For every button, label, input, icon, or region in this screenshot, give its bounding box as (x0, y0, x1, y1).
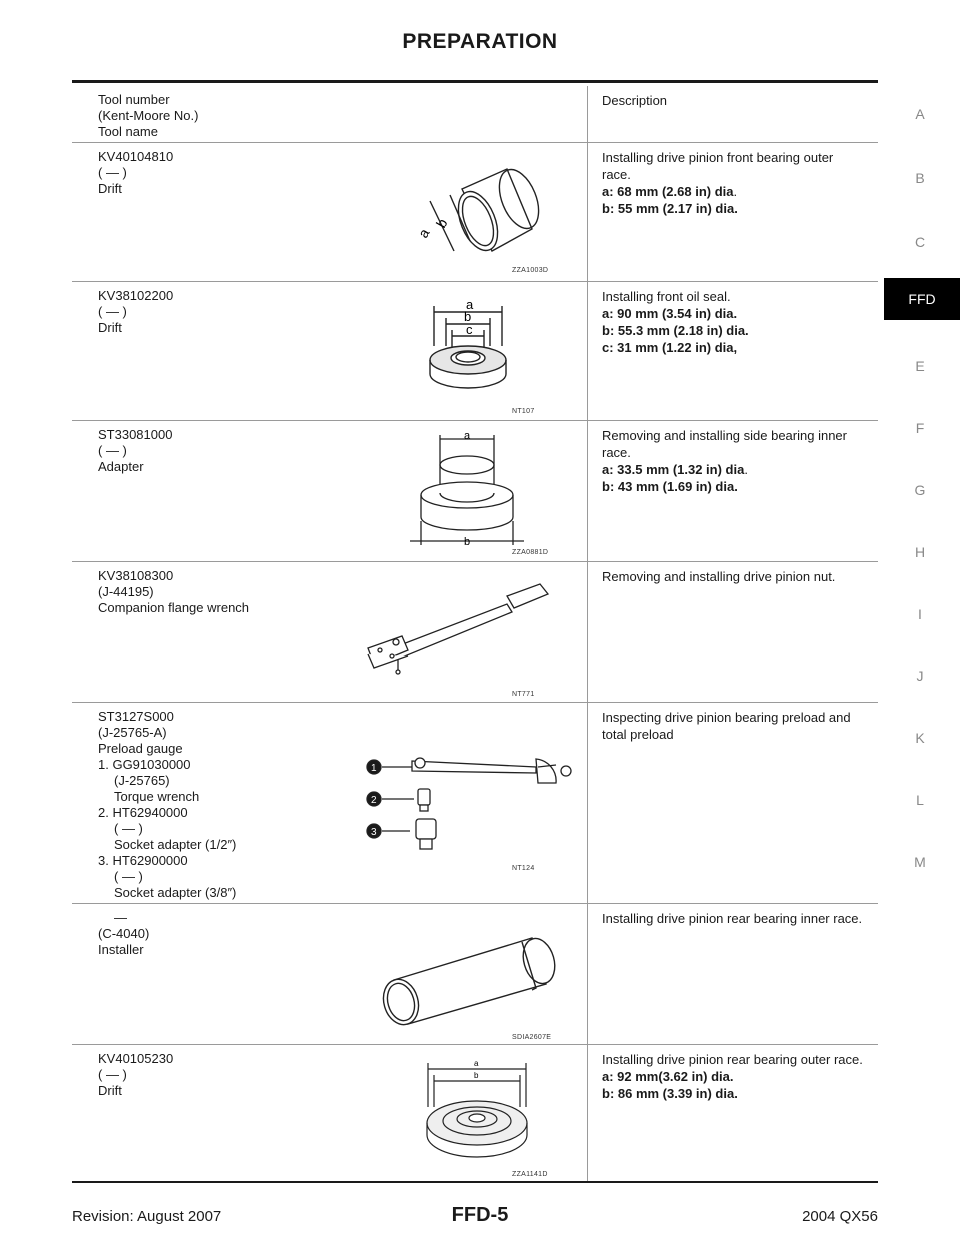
component-1-kent-moore: (J-25765) (114, 773, 170, 788)
tool-name: Companion flange wrench (98, 600, 250, 615)
revision-date: Revision: August 2007 (72, 1208, 222, 1225)
tool-cell (72, 904, 588, 1044)
description-text: race. (602, 445, 631, 460)
description-column-header (588, 86, 878, 142)
tool-number: KV40104810 (98, 149, 174, 164)
component-2-name: Socket adapter (1/2″) (114, 837, 237, 852)
tool-cell (72, 562, 588, 702)
dimension-b: b: 55 mm (2.17 in) dia. (602, 201, 738, 216)
dimension-a: a: 33.5 mm (1.32 in) dia. (602, 462, 748, 477)
table-row (72, 421, 878, 562)
figure-code: ZZA1141D (512, 1171, 548, 1178)
figure-code: ZZA1003D (512, 267, 549, 274)
section-tab-ffd[interactable]: FFD (884, 278, 960, 320)
section-tab-j[interactable]: J (916, 668, 924, 684)
kent-moore-number: ( — ) (98, 443, 127, 458)
tool-table (72, 86, 878, 1183)
dimension-b: b: 86 mm (3.39 in) dia. (602, 1086, 738, 1101)
table-row (72, 562, 878, 703)
section-tab-f[interactable]: F (915, 420, 925, 436)
description-text: Removing and installing side bearing inner (602, 428, 847, 443)
model-name: 2004 QX56 (802, 1208, 878, 1225)
component-3-number: 3. HT62900000 (98, 853, 188, 868)
dimension-c: c: 31 mm (1.22 in) dia, (602, 340, 738, 355)
component-3-name: Socket adapter (3/8″) (114, 885, 237, 900)
tool-cell (72, 1045, 588, 1181)
dimension-a: a: 90 mm (3.54 in) dia. (602, 306, 738, 321)
section-tab-i[interactable]: I (918, 606, 922, 622)
header-description: Description (602, 93, 668, 108)
kent-moore-number: (J-44195) (98, 584, 154, 599)
component-3-kent-moore: ( — ) (114, 869, 143, 884)
tool-name: Drift (98, 320, 122, 335)
figure-label-b: b (432, 215, 451, 231)
figure-code: NT107 (512, 408, 535, 415)
tool-name: Drift (98, 181, 122, 196)
tool-cell (72, 282, 588, 420)
description-cell (588, 143, 878, 281)
figure-label-3: 3 (371, 827, 377, 838)
figure-label-b: b (474, 1071, 479, 1080)
table-header-row (72, 86, 878, 143)
description-text: Installing drive pinion rear bearing inner race. (602, 911, 863, 926)
drift-figure (402, 159, 552, 259)
component-1-name: Torque wrench (114, 789, 200, 804)
tool-number: — (114, 910, 127, 925)
description-text: Installing drive pinion front bearing outer (602, 150, 834, 165)
kent-moore-number: ( — ) (98, 165, 127, 180)
description-cell (588, 904, 878, 1044)
figure-label-1: 1 (371, 763, 377, 774)
table-row (72, 282, 878, 421)
table-row (72, 703, 878, 904)
tool-name: Installer (98, 942, 144, 957)
title-divider (72, 80, 878, 83)
figure-code: NT771 (512, 691, 535, 698)
figure-code: ZZA0881D (512, 549, 549, 556)
section-tab-g[interactable]: G (914, 482, 926, 498)
figure-label-a: a (474, 1059, 479, 1068)
installer-figure (372, 928, 562, 1028)
kent-moore-number: (J-25765-A) (98, 725, 167, 740)
header-tool-number: Tool number (98, 92, 170, 107)
figure-label-a: a (414, 225, 433, 241)
table-row (72, 904, 878, 1045)
figure-label-2: 2 (371, 795, 377, 806)
tool-name: Drift (98, 1083, 122, 1098)
section-tab-k[interactable]: K (915, 730, 925, 746)
preload-gauge-figure (360, 743, 580, 873)
dimension-a: a: 68 mm (2.68 in) dia. (602, 184, 738, 199)
kent-moore-number: (C-4040) (98, 926, 150, 941)
description-cell (588, 421, 878, 561)
header-tool-name: Tool name (98, 124, 158, 139)
section-tab-a[interactable]: A (915, 106, 925, 122)
section-tab-e[interactable]: E (915, 358, 925, 374)
description-cell (588, 1045, 878, 1181)
component-1-number: 1. GG91030000 (98, 757, 191, 772)
table-row (72, 143, 878, 282)
dimension-b: b: 55.3 mm (2.18 in) dia. (602, 323, 749, 338)
component-2-number: 2. HT62940000 (98, 805, 188, 820)
figure-label-a: a (464, 431, 471, 442)
figure-code: NT124 (512, 865, 535, 872)
table-row (72, 1045, 878, 1183)
flange-wrench-figure (362, 582, 562, 682)
description-text: race. (602, 167, 631, 182)
tool-column-header (72, 86, 588, 142)
component-2-kent-moore: ( — ) (114, 821, 143, 836)
description-text: Inspecting drive pinion bearing preload and (602, 710, 851, 725)
section-tab-m[interactable]: M (914, 854, 926, 870)
figure-code: SDIA2607E (512, 1034, 552, 1041)
figure-label-a: a (466, 297, 474, 312)
description-text: Removing and installing drive pinion nut. (602, 569, 836, 584)
description-text: Installing front oil seal. (602, 289, 731, 304)
tool-number: ST33081000 (98, 427, 173, 442)
tool-number: KV38108300 (98, 568, 174, 583)
tool-number: ST3127S000 (98, 709, 174, 724)
dimension-b: b: 43 mm (1.69 in) dia. (602, 479, 738, 494)
section-tab-c[interactable]: C (914, 234, 926, 250)
tool-name: Preload gauge (98, 741, 183, 756)
description-cell (588, 703, 878, 903)
tool-number: KV38102200 (98, 288, 174, 303)
figure-label-c: c (466, 322, 473, 337)
description-text: Installing drive pinion rear bearing outer race. (602, 1052, 863, 1067)
tool-number: KV40105230 (98, 1051, 174, 1066)
section-tab-l[interactable]: L (916, 792, 924, 808)
tool-cell (72, 703, 588, 903)
kent-moore-number: ( — ) (98, 1067, 127, 1082)
description-cell (588, 562, 878, 702)
figure-label-b: b (464, 309, 472, 324)
header-kent-moore: (Kent-Moore No.) (98, 108, 199, 123)
description-cell (588, 282, 878, 420)
page-title: PREPARATION (402, 30, 558, 53)
kent-moore-number: ( — ) (98, 304, 127, 319)
oil-seal-drift-figure (412, 296, 542, 396)
tool-cell (72, 421, 588, 561)
tool-name: Adapter (98, 459, 144, 474)
rear-drift-figure (412, 1057, 542, 1163)
adapter-figure (402, 431, 552, 551)
section-tab-b[interactable]: B (915, 170, 925, 186)
dimension-a: a: 92 mm(3.62 in) dia. (602, 1069, 734, 1084)
section-tab-h[interactable]: H (914, 544, 926, 560)
description-text: total preload (602, 727, 674, 742)
tool-cell (72, 143, 588, 281)
page-number: FFD-5 (451, 1204, 509, 1226)
figure-label-b: b (464, 536, 471, 548)
